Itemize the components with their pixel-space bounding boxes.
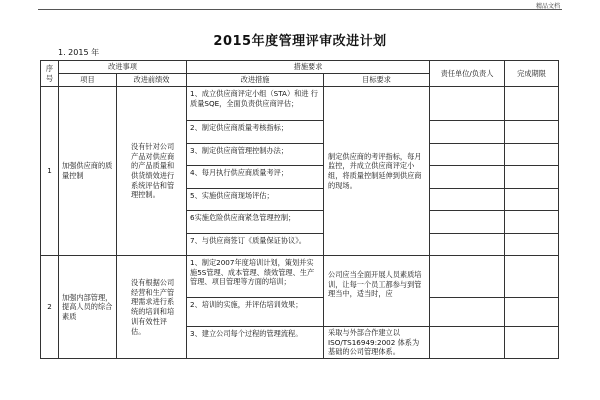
row-seq: 2 <box>41 256 59 359</box>
table-row <box>41 256 559 298</box>
deadline-cell <box>505 143 559 166</box>
table-header-row <box>41 61 559 74</box>
owner-cell <box>430 211 505 234</box>
header-deadline: 完成期限 <box>505 61 559 87</box>
improvement-plan-table <box>40 60 559 359</box>
owner-cell <box>430 143 505 166</box>
deadline-cell <box>505 166 559 189</box>
row-seq: 1 <box>41 87 59 256</box>
owner-cell <box>430 233 505 256</box>
document-title: 2015年度管理评审改进计划 <box>213 34 387 49</box>
row-item: 加强内部管理，提高人员的综合素质 <box>59 256 117 359</box>
header-measures: 改进措施 <box>187 74 324 87</box>
header-before: 改进前绩效 <box>117 74 187 87</box>
owner-cell <box>430 121 505 144</box>
measure-item: 1、制定2007年度培训计划，策划并实施5S管理、成本管理、绩效管理、生产管理、项目管理等方面的培训； <box>187 256 324 298</box>
owner-cell <box>430 87 505 121</box>
measure-item: 3、建立公司每个过程的管理流程。 <box>187 327 324 359</box>
deadline-cell <box>505 211 559 234</box>
row-target: 公司应当全面开展人员素质培训，让每一个员工都参与到管理当中，适当时，应 <box>324 256 430 327</box>
deadline-cell <box>505 188 559 211</box>
deadline-cell <box>505 87 559 121</box>
section-heading: 1. 2015 年 <box>58 48 100 57</box>
brand-label: 精品文档 <box>535 3 560 10</box>
measure-item: 3、制定供应商管理控制办法； <box>187 143 324 166</box>
measure-item: 2、制定供应商质量考核指标； <box>187 121 324 144</box>
deadline-cell <box>505 121 559 144</box>
header-seq: 序号 <box>41 61 59 87</box>
row-item: 加强供应商的质量控制 <box>59 87 117 256</box>
measure-item: 2、培训的实施，并评估培训效果； <box>187 298 324 327</box>
row-before: 没有针对公司产品对供应商的产品质量和供货绩效进行系统评估和管理控制。 <box>117 87 187 256</box>
header-rule <box>38 9 562 10</box>
owner-cell <box>430 298 505 327</box>
table-row <box>41 87 559 121</box>
deadline-cell <box>505 298 559 327</box>
measure-item: 1、成立供应商评定小组（STA）和进 行质量SQE，全面负责供应商评估； <box>187 87 324 121</box>
row-target: 制定供应商的考评指标，每月监控，并成立供应商评定小组，将质量控制延伸到供应商的现场。 <box>324 87 430 256</box>
measure-item: 7、与供应商签订《质量保证协议》。 <box>187 233 324 256</box>
header-improvement: 改进事项 <box>59 61 187 74</box>
measure-item: 4、每月执行供应商质量考评； <box>187 166 324 189</box>
header-item: 项目 <box>59 74 117 87</box>
header-measures-req: 措施要求 <box>187 61 430 74</box>
row-before: 没有根据公司经营和生产管理需求进行系统的培训和培训有效性评估。 <box>117 256 187 359</box>
owner-cell <box>430 256 505 298</box>
deadline-cell <box>505 327 559 359</box>
deadline-cell <box>505 233 559 256</box>
row-target-continued: 采取与外部合作建立以ISO/TS16949:2002 体系为基础的公司管理体系。 <box>324 327 430 359</box>
owner-cell <box>430 188 505 211</box>
header-owner: 责任单位/负责人 <box>430 61 505 87</box>
header-target: 目标要求 <box>324 74 430 87</box>
owner-cell <box>430 327 505 359</box>
owner-cell <box>430 166 505 189</box>
deadline-cell <box>505 256 559 298</box>
measure-item: 5、实施供应商现场评估； <box>187 188 324 211</box>
measure-item: 6实施危险供应商紧急管理控制； <box>187 211 324 234</box>
